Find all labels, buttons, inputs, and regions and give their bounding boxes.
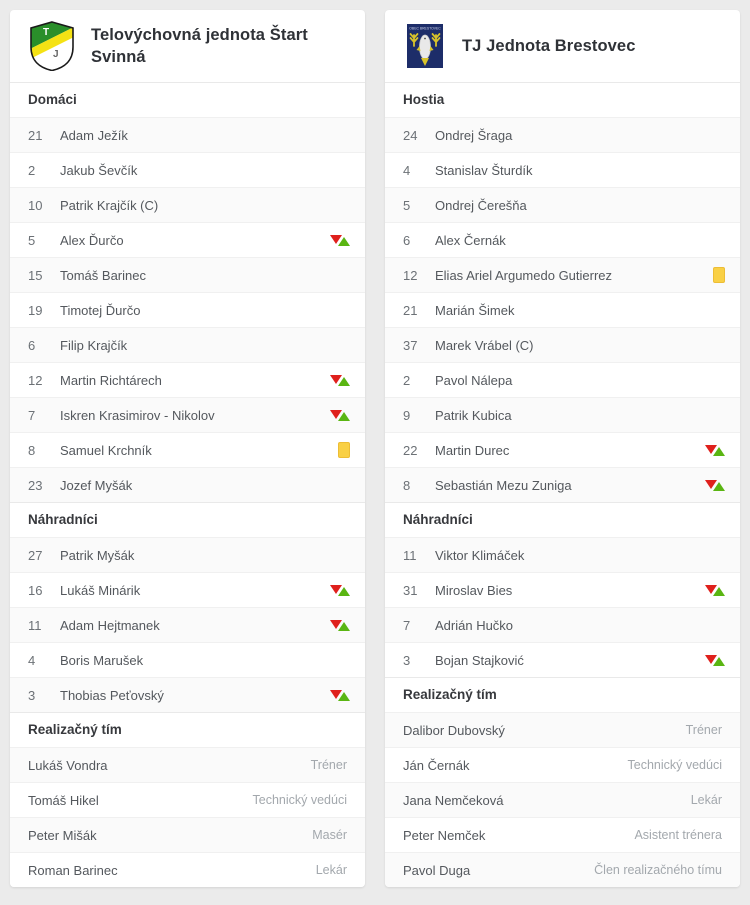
- player-row[interactable]: [10, 432, 365, 467]
- player-row[interactable]: [385, 607, 740, 642]
- player-row[interactable]: [10, 222, 365, 257]
- staff-row[interactable]: [385, 712, 740, 747]
- sub-in-arrow-icon: [713, 482, 725, 491]
- section-header: Hostia: [385, 82, 740, 117]
- substitution-icon: [330, 620, 350, 631]
- section-header: Náhradníci: [10, 502, 365, 537]
- player-row[interactable]: [385, 572, 740, 607]
- sub-in-arrow-icon: [713, 657, 725, 666]
- player-row[interactable]: [385, 467, 740, 502]
- row-icons: [330, 585, 350, 596]
- row-icons: [330, 620, 350, 631]
- staff-role: Lekár: [315, 863, 347, 877]
- staff-name: Tomáš Hikel: [28, 792, 99, 808]
- player-name: Timotej Ďurčo: [60, 302, 141, 318]
- home-team-crest-icon: [30, 21, 74, 71]
- staff-row[interactable]: [385, 747, 740, 782]
- player-number: 27: [28, 547, 43, 563]
- substitution-icon: [705, 480, 725, 491]
- staff-name: Pavol Duga: [403, 862, 471, 878]
- sub-in-arrow-icon: [338, 377, 350, 386]
- staff-role: Tréner: [310, 758, 347, 772]
- staff-row[interactable]: [10, 782, 365, 817]
- player-row[interactable]: [10, 187, 365, 222]
- player-name: Marek Vrábel (C): [435, 337, 534, 353]
- player-name: Samuel Krchník: [60, 442, 152, 458]
- player-name: Alex Černák: [435, 232, 506, 248]
- substitution-icon: [330, 690, 350, 701]
- player-row[interactable]: [385, 327, 740, 362]
- staff-role: Technický vedúci: [627, 758, 722, 772]
- staff-role: Asistent trénera: [634, 828, 722, 842]
- player-number: 8: [403, 477, 411, 493]
- player-number: 10: [28, 197, 43, 213]
- player-name: Iskren Krasimirov - Nikolov: [60, 407, 215, 423]
- player-row[interactable]: [385, 187, 740, 222]
- row-icons: [330, 235, 350, 246]
- row-icons: [330, 410, 350, 421]
- player-name: Jakub Ševčík: [60, 162, 138, 178]
- staff-row[interactable]: [10, 817, 365, 852]
- player-name: Miroslav Bies: [435, 582, 513, 598]
- svg-text:T: T: [43, 27, 50, 38]
- player-row[interactable]: [10, 677, 365, 712]
- player-name: Stanislav Šturdík: [435, 162, 533, 178]
- player-number: 37: [403, 337, 418, 353]
- player-number: 21: [28, 127, 43, 143]
- sub-in-arrow-icon: [338, 412, 350, 421]
- player-name: Sebastián Mezu Zuniga: [435, 477, 572, 493]
- staff-name: Ján Černák: [403, 757, 470, 773]
- staff-row[interactable]: [385, 782, 740, 817]
- player-name: Adrián Hučko: [435, 617, 514, 633]
- sub-in-arrow-icon: [713, 447, 725, 456]
- player-name: Filip Krajčík: [60, 337, 128, 353]
- player-number: 24: [403, 127, 418, 143]
- player-number: 23: [28, 477, 43, 493]
- player-number: 3: [28, 687, 36, 703]
- row-icons: [713, 267, 725, 283]
- home-team-card: [10, 10, 365, 887]
- staff-name: Peter Mišák: [28, 827, 97, 843]
- player-number: 5: [28, 232, 36, 248]
- player-number: 2: [28, 162, 36, 178]
- staff-name: Lukáš Vondra: [28, 757, 108, 773]
- staff-role: Tréner: [685, 723, 722, 737]
- player-name: Elias Ariel Argumedo Gutierrez: [435, 267, 613, 283]
- player-number: 15: [28, 267, 43, 283]
- player-name: Boris Marušek: [60, 652, 144, 668]
- staff-role: Lekár: [690, 793, 722, 807]
- player-name: Marián Šimek: [435, 302, 515, 318]
- substitution-icon: [330, 235, 350, 246]
- player-number: 3: [403, 652, 411, 668]
- player-row[interactable]: [10, 572, 365, 607]
- row-icons: [330, 375, 350, 386]
- player-name: Viktor Klimáček: [435, 547, 525, 563]
- player-row[interactable]: [10, 537, 365, 572]
- player-number: 12: [28, 372, 43, 388]
- player-number: 4: [28, 652, 36, 668]
- sub-in-arrow-icon: [338, 587, 350, 596]
- player-number: 11: [403, 547, 417, 563]
- row-icons: [330, 690, 350, 701]
- player-number: 19: [28, 302, 43, 318]
- player-number: 12: [403, 267, 418, 283]
- home-team-header: [10, 10, 365, 82]
- sub-in-arrow-icon: [338, 692, 350, 701]
- section-header: Realizačný tím: [385, 677, 740, 712]
- row-icons: [338, 442, 350, 458]
- staff-role: Technický vedúci: [252, 793, 347, 807]
- player-number: 4: [403, 162, 411, 178]
- player-number: 7: [403, 617, 411, 633]
- player-row[interactable]: [385, 642, 740, 677]
- player-name: Bojan Stajković: [435, 652, 524, 668]
- player-number: 6: [28, 337, 36, 353]
- player-number: 31: [403, 582, 418, 598]
- staff-name: Jana Nemčeková: [403, 792, 504, 808]
- player-row[interactable]: [385, 362, 740, 397]
- player-number: 2: [403, 372, 411, 388]
- player-row[interactable]: [385, 432, 740, 467]
- player-name: Jozef Myšák: [60, 477, 133, 493]
- staff-role: Člen realizačného tímu: [594, 863, 722, 877]
- sub-in-arrow-icon: [713, 587, 725, 596]
- player-name: Patrik Kubica: [435, 407, 512, 423]
- player-row[interactable]: [385, 292, 740, 327]
- player-name: Tomáš Barinec: [60, 267, 146, 283]
- staff-name: Roman Barinec: [28, 862, 118, 878]
- player-row[interactable]: [10, 607, 365, 642]
- player-name: Pavol Nálepa: [435, 372, 513, 388]
- sections: [10, 82, 365, 887]
- player-row[interactable]: [10, 257, 365, 292]
- player-name: Martin Richtárech: [60, 372, 162, 388]
- player-name: Alex Ďurčo: [60, 232, 124, 248]
- player-name: Thobias Peťovský: [60, 687, 164, 703]
- staff-row[interactable]: [10, 747, 365, 782]
- substitution-icon: [330, 410, 350, 421]
- staff-name: Peter Nemček: [403, 827, 486, 843]
- row-icons: [705, 445, 725, 456]
- player-number: 21: [403, 302, 418, 318]
- substitution-icon: [330, 585, 350, 596]
- staff-row[interactable]: [10, 852, 365, 887]
- player-number: 11: [28, 617, 42, 633]
- player-number: 7: [28, 407, 36, 423]
- svg-text:OBEC BRESTOVEC: OBEC BRESTOVEC: [409, 26, 441, 31]
- player-row[interactable]: [385, 117, 740, 152]
- player-number: 9: [403, 407, 411, 423]
- player-number: 6: [403, 232, 411, 248]
- player-row[interactable]: [10, 292, 365, 327]
- player-name: Ondrej Šraga: [435, 127, 513, 143]
- player-name: Lukáš Minárik: [60, 582, 141, 598]
- player-name: Patrik Krajčík (C): [60, 197, 159, 213]
- player-number: 8: [28, 442, 36, 458]
- player-row[interactable]: [10, 152, 365, 187]
- row-icons: [705, 480, 725, 491]
- svg-text:J: J: [53, 49, 59, 60]
- row-icons: [705, 655, 725, 666]
- player-row[interactable]: [10, 327, 365, 362]
- player-name: Adam Hejtmanek: [60, 617, 160, 633]
- substitution-icon: [705, 585, 725, 596]
- section-header: Realizačný tím: [10, 712, 365, 747]
- row-icons: [705, 585, 725, 596]
- staff-row[interactable]: [385, 852, 740, 887]
- sub-in-arrow-icon: [338, 237, 350, 246]
- sections: [385, 82, 740, 887]
- away-team-name: TJ Jednota Brestovec: [462, 36, 636, 55]
- away-team-card: [385, 10, 740, 887]
- substitution-icon: [705, 445, 725, 456]
- player-number: 22: [403, 442, 418, 458]
- player-name: Martin Durec: [435, 442, 510, 458]
- player-number: 5: [403, 197, 411, 213]
- player-row[interactable]: [10, 642, 365, 677]
- player-row[interactable]: [385, 257, 740, 292]
- player-name: Patrik Myšák: [60, 547, 135, 563]
- player-name: Ondrej Čerešňa: [435, 197, 527, 213]
- yellow-card-icon: [713, 267, 725, 283]
- staff-role: Masér: [312, 828, 347, 842]
- player-row[interactable]: [385, 537, 740, 572]
- away-team-header: [385, 10, 740, 82]
- player-name: Adam Ježík: [60, 127, 128, 143]
- section-header: Náhradníci: [385, 502, 740, 537]
- substitution-icon: [330, 375, 350, 386]
- player-row[interactable]: [10, 362, 365, 397]
- player-row[interactable]: [10, 117, 365, 152]
- player-row[interactable]: [385, 222, 740, 257]
- substitution-icon: [705, 655, 725, 666]
- player-row[interactable]: [385, 152, 740, 187]
- player-row[interactable]: [385, 397, 740, 432]
- away-team-crest-icon: [405, 22, 445, 70]
- home-team-name: Telovýchovná jednota Štart Svinná: [91, 25, 308, 66]
- player-row[interactable]: [10, 397, 365, 432]
- sub-in-arrow-icon: [338, 622, 350, 631]
- section-header: Domáci: [10, 82, 365, 117]
- yellow-card-icon: [338, 442, 350, 458]
- staff-row[interactable]: [385, 817, 740, 852]
- staff-name: Dalibor Dubovský: [403, 722, 505, 738]
- player-number: 16: [28, 582, 43, 598]
- player-row[interactable]: [10, 467, 365, 502]
